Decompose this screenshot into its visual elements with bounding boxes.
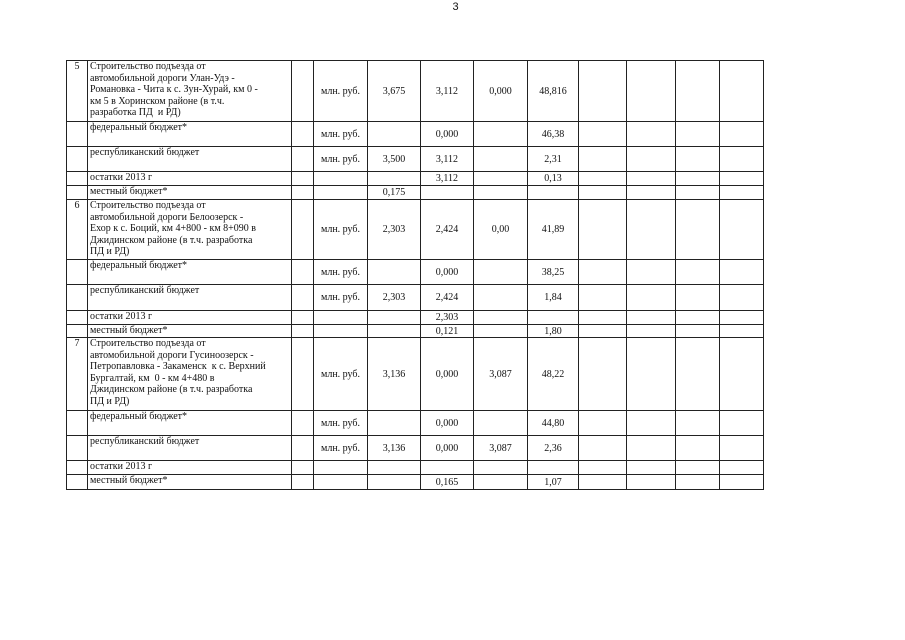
empty-cell <box>720 200 764 260</box>
blank-cell <box>292 338 314 411</box>
value-cell: 0,000 <box>421 338 474 411</box>
empty-cell <box>720 311 764 325</box>
value-cell <box>421 186 474 200</box>
value-cell <box>368 475 421 490</box>
value-cell: 2,303 <box>421 311 474 325</box>
funding-row <box>67 172 764 186</box>
empty-cell <box>627 461 676 475</box>
project-title-line: автомобильной дороги Белоозерск - <box>90 211 244 223</box>
value-cell: 0,00 <box>474 200 528 260</box>
funding-row <box>67 461 764 475</box>
unit-cell: млн. руб. <box>314 147 368 172</box>
empty-cell <box>579 411 627 436</box>
project-title-line: Строительство подъезда от <box>90 61 206 72</box>
project-number: 7 <box>67 338 88 411</box>
unit-cell <box>314 172 368 186</box>
blank-cell <box>292 200 314 260</box>
empty-cell <box>676 260 720 285</box>
value-cell: 3,136 <box>368 436 421 461</box>
value-cell: 48,816 <box>528 61 579 122</box>
funding-row <box>67 311 764 325</box>
project-title-line: Романовка - Чита к с. Зун-Хурай, км 0 - <box>90 84 258 96</box>
funding-source-label: республиканский бюджет <box>88 147 292 172</box>
empty-cell <box>579 186 627 200</box>
value-cell: 46,38 <box>528 122 579 147</box>
value-cell: 41,89 <box>528 200 579 260</box>
empty-cell <box>720 260 764 285</box>
project-title-line: автомобильной дороги Улан-Удэ - <box>90 72 235 84</box>
empty-cell <box>720 411 764 436</box>
empty-cell <box>579 436 627 461</box>
empty-cell <box>627 475 676 490</box>
project-title <box>88 200 292 260</box>
value-cell <box>368 172 421 186</box>
value-cell: 0,000 <box>421 411 474 436</box>
blank-cell <box>67 325 88 338</box>
funding-source-label: остатки 2013 г <box>88 461 292 475</box>
funding-source-label: остатки 2013 г <box>88 311 292 325</box>
value-cell: 0,000 <box>474 61 528 122</box>
value-cell: 2,303 <box>368 200 421 260</box>
value-cell: 44,80 <box>528 411 579 436</box>
blank-cell <box>67 311 88 325</box>
value-cell: 1,07 <box>528 475 579 490</box>
blank-cell <box>292 186 314 200</box>
empty-cell <box>676 172 720 186</box>
empty-cell <box>627 200 676 260</box>
empty-cell <box>579 122 627 147</box>
empty-cell <box>579 172 627 186</box>
value-cell: 0,000 <box>421 436 474 461</box>
empty-cell <box>720 436 764 461</box>
empty-cell <box>579 338 627 411</box>
value-cell: 3,112 <box>421 172 474 186</box>
value-cell <box>528 186 579 200</box>
empty-cell <box>627 411 676 436</box>
empty-cell <box>676 61 720 122</box>
empty-cell <box>720 147 764 172</box>
empty-cell <box>676 436 720 461</box>
value-cell: 3,675 <box>368 61 421 122</box>
empty-cell <box>627 436 676 461</box>
value-cell: 2,36 <box>528 436 579 461</box>
value-cell: 2,424 <box>421 200 474 260</box>
value-cell <box>474 325 528 338</box>
funding-source-label: федеральный бюджет* <box>88 122 292 147</box>
funding-row <box>67 260 764 285</box>
empty-cell <box>676 325 720 338</box>
project-title-line: Джидинском районе (в т.ч. разработка <box>90 234 253 246</box>
value-cell <box>474 260 528 285</box>
empty-cell <box>579 461 627 475</box>
value-cell: 0,175 <box>368 186 421 200</box>
empty-cell <box>720 338 764 411</box>
empty-cell <box>627 260 676 285</box>
empty-cell <box>720 325 764 338</box>
funding-source-label: местный бюджет* <box>88 186 292 200</box>
project-title-line: Строительство подъезда от <box>90 200 206 211</box>
empty-cell <box>720 61 764 122</box>
funding-row <box>67 436 764 461</box>
funding-row <box>67 325 764 338</box>
value-cell <box>368 461 421 475</box>
empty-cell <box>720 461 764 475</box>
unit-cell: млн. руб. <box>314 285 368 311</box>
value-cell <box>474 285 528 311</box>
project-title-line: ПД и РД) <box>90 246 130 258</box>
project-row <box>67 200 764 260</box>
project-title-line: ПД и РД) <box>90 395 130 407</box>
value-cell <box>474 411 528 436</box>
project-number: 5 <box>67 61 88 122</box>
empty-cell <box>676 338 720 411</box>
funding-row <box>67 186 764 200</box>
blank-cell <box>292 475 314 490</box>
blank-cell <box>292 461 314 475</box>
project-title-line: км 5 в Хоринском районе (в т.ч. <box>90 95 225 107</box>
project-title-line: Петропавловка - Закаменск к с. Верхний <box>90 361 266 373</box>
blank-cell <box>67 285 88 311</box>
project-title-line: разработка ПД и РД) <box>90 107 181 119</box>
project-title-line: Строительство подъезда от <box>90 338 206 349</box>
project-number: 6 <box>67 200 88 260</box>
empty-cell <box>720 285 764 311</box>
funding-row <box>67 122 764 147</box>
empty-cell <box>627 325 676 338</box>
blank-cell <box>67 147 88 172</box>
empty-cell <box>579 147 627 172</box>
funding-source-label: республиканский бюджет <box>88 285 292 311</box>
value-cell <box>368 122 421 147</box>
blank-cell <box>292 285 314 311</box>
empty-cell <box>676 200 720 260</box>
empty-cell <box>627 122 676 147</box>
empty-cell <box>676 147 720 172</box>
empty-cell <box>676 122 720 147</box>
unit-cell: млн. руб. <box>314 338 368 411</box>
blank-cell <box>67 411 88 436</box>
blank-cell <box>292 61 314 122</box>
project-row <box>67 61 764 122</box>
empty-cell <box>720 475 764 490</box>
unit-cell: млн. руб. <box>314 411 368 436</box>
empty-cell <box>627 186 676 200</box>
blank-cell <box>67 172 88 186</box>
blank-cell <box>292 325 314 338</box>
value-cell <box>474 461 528 475</box>
blank-cell <box>292 436 314 461</box>
empty-cell <box>676 475 720 490</box>
blank-cell <box>67 122 88 147</box>
empty-cell <box>720 172 764 186</box>
empty-cell <box>676 311 720 325</box>
value-cell: 0,13 <box>528 172 579 186</box>
blank-cell <box>292 311 314 325</box>
page-number: 3 <box>452 1 459 13</box>
value-cell <box>368 311 421 325</box>
unit-cell: млн. руб. <box>314 200 368 260</box>
funding-row <box>67 285 764 311</box>
blank-cell <box>292 411 314 436</box>
value-cell <box>474 147 528 172</box>
empty-cell <box>676 186 720 200</box>
blank-cell <box>292 260 314 285</box>
empty-cell <box>579 260 627 285</box>
empty-cell <box>676 285 720 311</box>
empty-cell <box>579 475 627 490</box>
value-cell: 2,303 <box>368 285 421 311</box>
unit-cell: млн. руб. <box>314 61 368 122</box>
value-cell <box>368 411 421 436</box>
unit-cell: млн. руб. <box>314 122 368 147</box>
value-cell: 3,087 <box>474 338 528 411</box>
value-cell: 0,121 <box>421 325 474 338</box>
value-cell: 0,000 <box>421 122 474 147</box>
blank-cell <box>67 436 88 461</box>
funding-source-label: республиканский бюджет <box>88 436 292 461</box>
value-cell <box>528 311 579 325</box>
value-cell: 3,136 <box>368 338 421 411</box>
empty-cell <box>720 186 764 200</box>
empty-cell <box>579 200 627 260</box>
blank-cell <box>67 461 88 475</box>
value-cell <box>474 311 528 325</box>
unit-cell <box>314 325 368 338</box>
project-title-line: Бургалтай, км 0 - км 4+480 в <box>90 372 215 384</box>
blank-cell <box>67 475 88 490</box>
value-cell: 3,500 <box>368 147 421 172</box>
empty-cell <box>627 311 676 325</box>
value-cell: 1,80 <box>528 325 579 338</box>
empty-cell <box>579 61 627 122</box>
value-cell <box>474 186 528 200</box>
funding-source-label: федеральный бюджет* <box>88 260 292 285</box>
blank-cell <box>67 260 88 285</box>
project-row <box>67 338 764 411</box>
value-cell <box>528 461 579 475</box>
value-cell <box>474 475 528 490</box>
empty-cell <box>676 461 720 475</box>
value-cell: 2,424 <box>421 285 474 311</box>
value-cell: 3,112 <box>421 61 474 122</box>
blank-cell <box>292 122 314 147</box>
project-title-line: автомобильной дороги Гусиноозерск - <box>90 349 254 361</box>
value-cell: 1,84 <box>528 285 579 311</box>
project-title <box>88 338 292 411</box>
unit-cell: млн. руб. <box>314 436 368 461</box>
empty-cell <box>627 61 676 122</box>
blank-cell <box>67 186 88 200</box>
value-cell: 3,112 <box>421 147 474 172</box>
value-cell: 2,31 <box>528 147 579 172</box>
unit-cell <box>314 475 368 490</box>
blank-cell <box>292 172 314 186</box>
project-title-line: Джидинском районе (в т.ч. разработка <box>90 384 253 396</box>
value-cell <box>421 461 474 475</box>
unit-cell <box>314 461 368 475</box>
funding-source-label: местный бюджет* <box>88 325 292 338</box>
value-cell: 0,165 <box>421 475 474 490</box>
value-cell <box>368 260 421 285</box>
empty-cell <box>627 285 676 311</box>
funding-row <box>67 411 764 436</box>
project-title-line: Ехор к с. Боций, км 4+800 - км 8+090 в <box>90 223 257 235</box>
unit-cell: млн. руб. <box>314 260 368 285</box>
empty-cell <box>579 325 627 338</box>
blank-cell <box>292 147 314 172</box>
funding-source-label: остатки 2013 г <box>88 172 292 186</box>
funding-source-label: федеральный бюджет* <box>88 411 292 436</box>
value-cell: 3,087 <box>474 436 528 461</box>
unit-cell <box>314 311 368 325</box>
funding-row <box>67 475 764 490</box>
unit-cell <box>314 186 368 200</box>
value-cell: 38,25 <box>528 260 579 285</box>
empty-cell <box>627 147 676 172</box>
funding-row <box>67 147 764 172</box>
empty-cell <box>627 338 676 411</box>
value-cell: 0,000 <box>421 260 474 285</box>
empty-cell <box>720 122 764 147</box>
funding-source-label: местный бюджет* <box>88 475 292 490</box>
value-cell: 48,22 <box>528 338 579 411</box>
empty-cell <box>676 411 720 436</box>
budget-table <box>66 60 764 490</box>
value-cell <box>474 122 528 147</box>
project-title <box>88 61 292 122</box>
value-cell <box>368 325 421 338</box>
empty-cell <box>579 285 627 311</box>
empty-cell <box>579 311 627 325</box>
value-cell <box>474 172 528 186</box>
empty-cell <box>627 172 676 186</box>
